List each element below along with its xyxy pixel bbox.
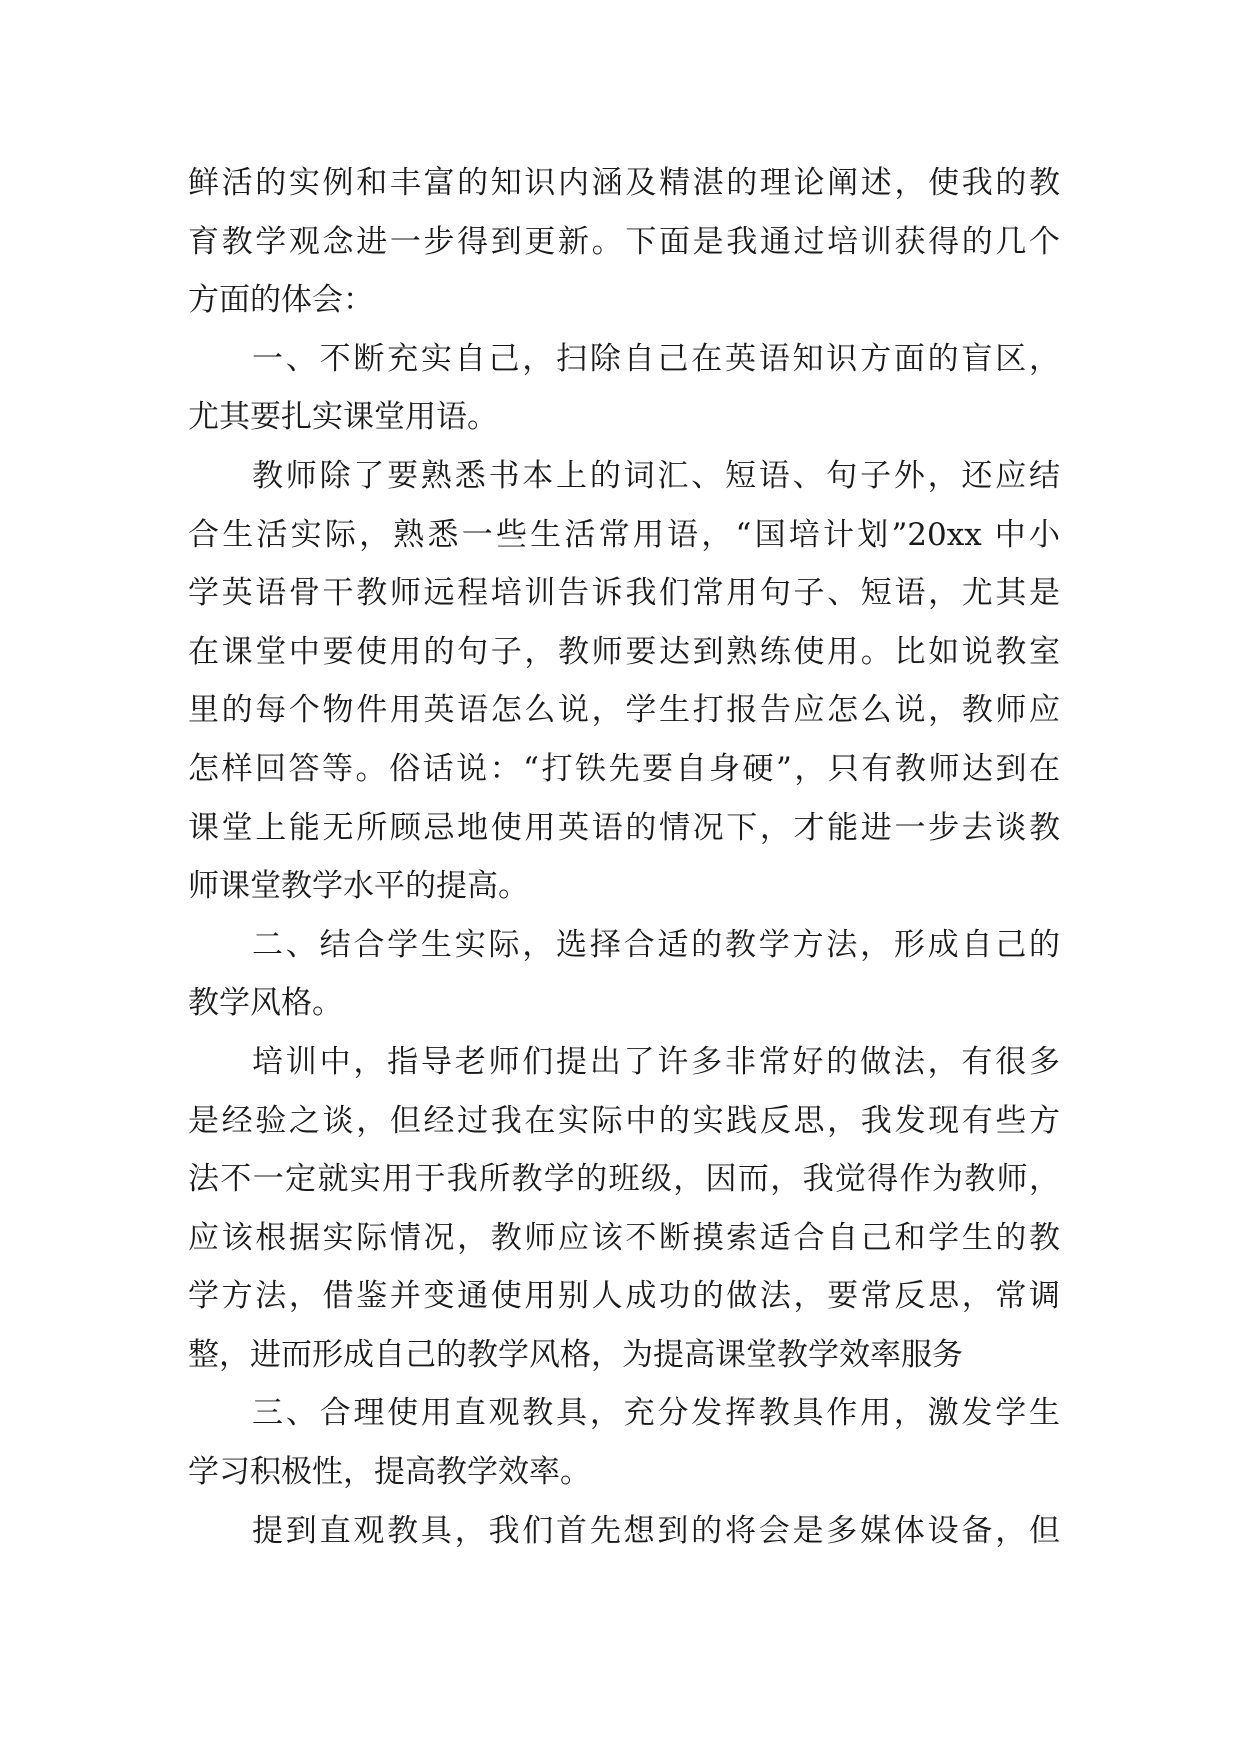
- section-heading-line: 教学风格。: [188, 985, 343, 1022]
- text-line: 学方法，借鉴并变通使用别人成功的做法，要常反思，常调: [188, 1278, 1060, 1315]
- text-line: 合生活实际，熟悉一些生活常用语，“国培计划”20xx 中小: [188, 516, 1060, 553]
- text-line: 提到直观教具，我们首先想到的将会是多媒体设备，但: [252, 1512, 1060, 1549]
- section-heading-line: 二、结合学生实际，选择合适的教学方法，形成自己的: [252, 926, 1060, 963]
- text-line: 育教学观念进一步得到更新。下面是我通过培训获得的几个: [188, 223, 1060, 260]
- text-line: 里的每个物件用英语怎么说，学生打报告应怎么说，教师应: [188, 692, 1060, 729]
- text-line: 鲜活的实例和丰富的知识内涵及精湛的理论阐述，使我的教: [188, 165, 1060, 201]
- text-line: 是经验之谈，但经过我在实际中的实践反思，我发现有些方: [188, 1102, 1060, 1139]
- text-line: 整，进而形成自己的教学风格，为提高课堂教学效率服务: [188, 1336, 963, 1373]
- section-heading-line: 三、合理使用直观教具，充分发挥教具作用，激发学生: [252, 1395, 1060, 1432]
- text-line: 学英语骨干教师远程培训告诉我们常用句子、短语，尤其是: [188, 575, 1060, 612]
- document-body: [188, 154, 1060, 1560]
- text-line: 在课堂中要使用的句子，教师要达到熟练使用。比如说教室: [188, 633, 1060, 670]
- text-line: 应该根据实际情况，教师应该不断摸索适合自己和学生的教: [188, 1219, 1060, 1256]
- section-heading-line: 一、不断充实自己，扫除自己在英语知识方面的盲区，: [252, 340, 1060, 377]
- text-line: 方面的体会：: [188, 282, 374, 319]
- text-line: 怎样回答等。俗话说：“打铁先要自身硬”，只有教师达到在: [188, 750, 1060, 787]
- section-heading-line: 尤其要扎实课堂用语。: [188, 399, 498, 436]
- text-line: 课堂上能无所顾忌地使用英语的情况下，才能进一步去谈教: [188, 809, 1060, 846]
- text-line: 师课堂教学水平的提高。: [188, 868, 529, 905]
- text-line: 教师除了要熟悉书本上的词汇、短语、句子外，还应结: [252, 457, 1060, 494]
- text-line: 法不一定就实用于我所教学的班级，因而，我觉得作为教师，: [188, 1161, 1060, 1198]
- section-heading-line: 学习积极性，提高教学效率。: [188, 1454, 591, 1491]
- text-line: 培训中，指导老师们提出了许多非常好的做法，有很多: [252, 1043, 1060, 1080]
